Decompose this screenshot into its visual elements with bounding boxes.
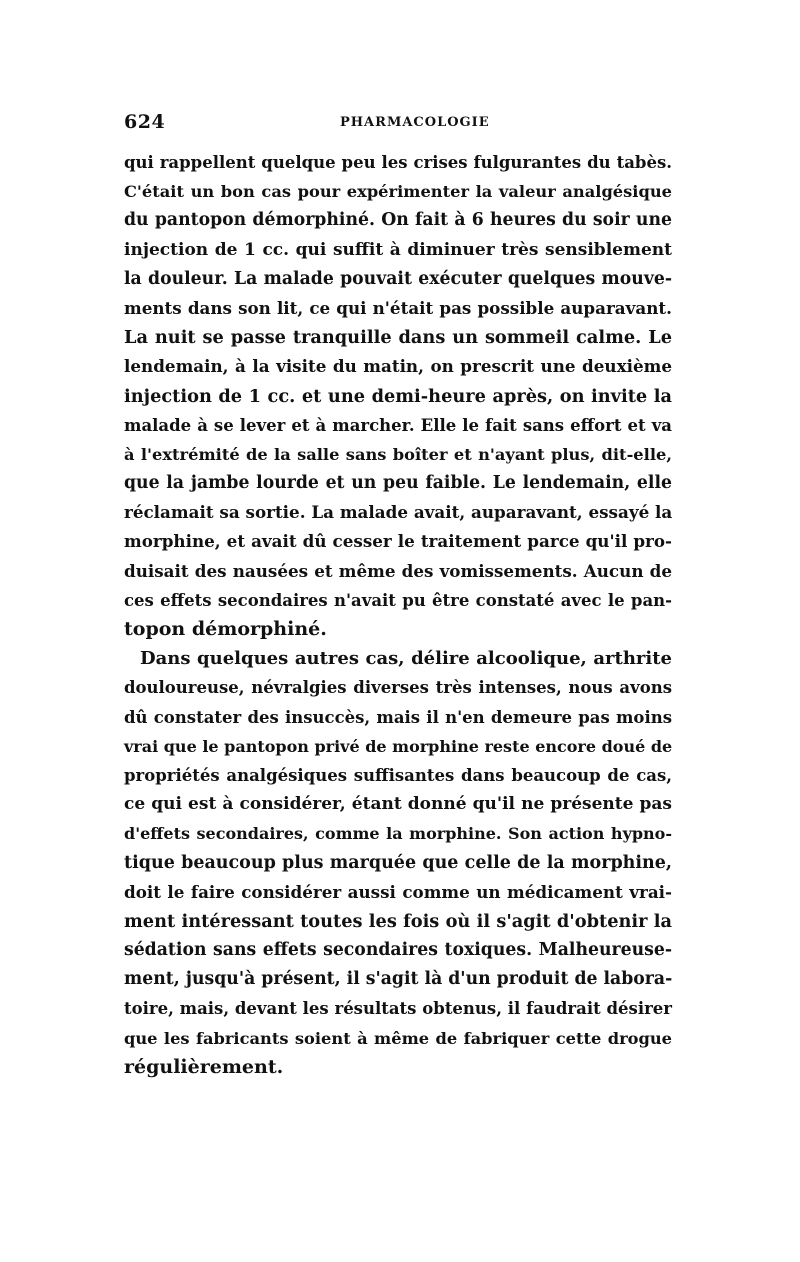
running-head: PHARMACOLOGIE (340, 115, 490, 130)
text-line: à l'extrémité de la salle sans boîter et n'ayant plus, dit-elle, (124, 444, 672, 464)
text-line: malade à se lever et à marcher. Elle le fait sans effort et va (124, 415, 672, 435)
page-header (124, 111, 672, 137)
text-line: doit le faire considérer aussi comme un médicament vrai- (124, 881, 672, 902)
text-line: régulièrement. (124, 1055, 284, 1078)
text-line: vrai que le pantopon privé de morphine reste encore doué de (124, 736, 673, 756)
body-text (124, 148, 672, 1082)
text-line: ment intéressant toutes les fois où il s'agit d'obtenir la (124, 910, 672, 932)
text-line: C'était un bon cas pour expérimenter la valeur analgésique (124, 182, 672, 202)
text-line: morphine, et avait dû cesser le traitement parce qu'il pro- (124, 531, 672, 552)
text-line: d'effets secondaires, comme la morphine. Son action hypno- (124, 824, 672, 844)
text-line: réclamait sa sortie. La malade avait, auparavant, essayé la (124, 502, 673, 523)
text-line: lendemain, à la visite du matin, on prescrit une deuxième (124, 356, 672, 377)
text-line: la douleur. La malade pouvait exécuter quelques mouve- (124, 268, 672, 289)
text-line: qui rappellent quelque peu les crises fulgurantes du tabès. (124, 153, 672, 172)
text-line: ce qui est à considérer, étant donné qu'il ne présente pas (124, 794, 672, 815)
text-line: douloureuse, névralgies diverses très intenses, nous avons (124, 678, 672, 698)
text-line: du pantopon démorphiné. On fait à 6 heures du soir une (124, 210, 672, 231)
text-line: duisait des nausées et même des vomissements. Aucun de (124, 560, 672, 581)
text-line: dû constater des insuccès, mais il n'en demeure pas moins (124, 707, 672, 727)
text-line: injection de 1 cc. qui suffit à diminuer très sensiblement (124, 239, 672, 260)
text-line: tique beaucoup plus marquée que celle de la morphine, (124, 852, 672, 873)
text-line: Dans quelques autres cas, délire alcoolique, arthrite (140, 648, 672, 670)
page-number: 624 (124, 111, 166, 133)
text-line: sédation sans effets secondaires toxiques. Malheureuse- (124, 940, 672, 961)
text-line: que la jambe lourde et un peu faible. Le lendemain, elle (124, 473, 672, 494)
text-line: La nuit se passe tranquille dans un sommeil calme. Le (124, 327, 672, 349)
text-line: injection de 1 cc. et une demi-heure après, on invite la (124, 385, 672, 407)
paragraph-2 (124, 644, 672, 1082)
text-line: toire, mais, devant les résultats obtenus, il faudrait désirer (124, 999, 672, 1019)
text-line: ments dans son lit, ce qui n'était pas possible auparavant. (124, 297, 672, 318)
text-line: topon démorphiné. (124, 618, 327, 640)
paragraph-1 (124, 148, 672, 644)
text-line: que les fabricants soient à même de fabriquer cette drogue (124, 1028, 672, 1048)
text-line: ment, jusqu'à présent, il s'agit là d'un produit de labora- (124, 969, 673, 990)
text-line: propriétés analgésiques suffisantes dans beaucoup de cas, (124, 765, 672, 785)
text-line: ces effets secondaires n'avait pu être constaté avec le pan- (124, 590, 672, 610)
